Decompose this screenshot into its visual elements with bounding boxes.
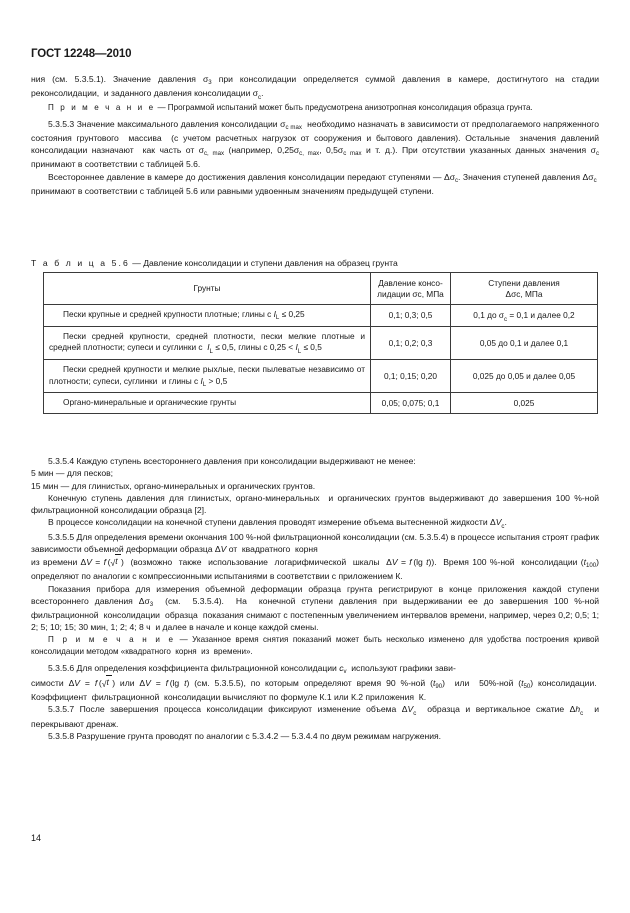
- header-line-1: Давление консо-: [378, 278, 443, 288]
- cell-grounds: Пески средней крупности и мелкие рыхлые, пески пылеватые независимо от плотности; супеси, суглинки и глины с $I_L > 0,5$: [44, 359, 371, 392]
- header-grounds: Грунты: [44, 273, 371, 305]
- content-block-upper: [31, 73, 599, 197]
- clause-5-3-5-3: 5.3.5.3 Значение максимального давления консолидации $\sigma_{c max}$ необходимо назначать в зависимости от предполагаемого напряженного состояния грунтового массива (с учетом расчетных нагрузок от сооружения и бытового давления). Остальные значения давлений консолидации назначают как часть от $\sigma_{c, max}$ (например, $0,25\sigma_{c, max}$, $0,5\sigma_{c max}$ и т. д.). При отсутствии указанных данных значения $\sigma_c$ принимают в соответствии с таблицей 5.6.: [31, 118, 599, 170]
- clause-final-step: Конечную ступень давления для глинистых, органо-минеральных и органических грунтов выдерживают до завершения 100 %-ной фильтрационной консолидации образца [2].: [31, 492, 599, 515]
- clause-pressure-steps: Всестороннее давление в камере до достижения давления консолидации передают ступенями — $\Delta\sigma_c$. Значения ступеней давления $\Delta\sigma_c$ принимают в соответствии с таблицей 5.6 или равными удвоенным значениям предыдущей ступени.: [31, 171, 599, 196]
- content-block-lower: [31, 455, 599, 742]
- duration-sands: 5 мин — для песков;: [31, 468, 113, 479]
- clause-5-3-5-5: 5.3.5.5 Для определения времени окончания 100 %-ной фильтрационной консолидации (см. 5.3.5.4) в процессе испытания строят график зависимости объемной деформации образца ΔV от квадратного корня: [31, 531, 599, 554]
- cell-pressure: 0,1; 0,15; 0,20: [371, 359, 451, 392]
- clause-5-3-5-6: 5.3.5.6 Для определения коэффициента фильтрационной консолидации $c_v$ используют графики зави-: [48, 662, 456, 675]
- note-reading-times: П р и м е ч а н и е — Указанное время снятия показаний может быть несколько изменено для удобства построения кривой консолидации методом «квадратного корня из времени».: [31, 634, 599, 656]
- table-row: [44, 326, 598, 359]
- table-row: [44, 359, 598, 392]
- clause-instrument-readings: Показания прибора для измерения объемной деформации образца грунта регистрируют в конце приложения каждой ступени всестороннего давления $\Delta\sigma_3$ (см. 5.3.5.4). На конечной ступени давления при выдерживании ее до завершения 100 %-ной фильтрационной консолидации образца показания снимают с постепенным увеличением интервалов времени, например, через 0,2; 0,5; 1; 2; 5; 10; 15; 30 мин, 1; 2; 4; 8 ч и далее в начале и конце каждой смены.: [31, 583, 599, 633]
- note-label: П р и м е ч а н и е: [48, 102, 156, 112]
- header-pressure-steps: [451, 273, 598, 305]
- table-header-row: [44, 273, 598, 305]
- clause-number: 5.3.5.4: [48, 456, 75, 466]
- cell-steps: 0,1 до $\sigma_c = 0,1$ и далее 0,2: [451, 305, 598, 327]
- table-caption-label: Т а б л и ц а 5.6: [31, 258, 130, 268]
- header-consolidation-pressure: [371, 273, 451, 305]
- clause-5-3-5-7: 5.3.5.7 После завершения процесса консолидации фиксируют изменение объема $\Delta V_c$ образца и вертикальное сжатие $\Delta h_c$ и перекрывают дренаж.: [31, 704, 599, 729]
- header-line-1: Ступени давления: [488, 278, 560, 288]
- note-anisotropic-consolidation: П р и м е ч а н и е — Программой испытаний может быть предусмотрена анизотропная консолидация образца грунта.: [48, 102, 533, 112]
- cell-grounds: Органо-минеральные и органические грунты: [44, 393, 371, 414]
- paragraph-continuation: ния (см. 5.3.5.1). Значение давления $\sigma_3$ при консолидации определяется суммой давления в камере, достигнутого на стадии реконсолидации, и заданного давления консолидации $\sigma_c$.: [31, 74, 599, 101]
- cell-grounds: Пески средней крупности, средней плотности, пески мелкие плотные и средней плотности; супеси и суглинки с $I_L \le 0,5$, глины с $0,25 < I_L \le 0,5$: [44, 326, 371, 359]
- cell-pressure: 0,1; 0,2; 0,3: [371, 326, 451, 359]
- table-caption: [31, 258, 398, 268]
- table-caption-text: — Давление консолидации и ступени давления на образец грунта: [132, 258, 398, 268]
- cell-pressure: 0,05; 0,075; 0,1: [371, 393, 451, 414]
- duration-clays: 15 мин — для глинистых, органо-минеральных и органических грунтов.: [31, 480, 316, 491]
- page-number: 14: [31, 833, 42, 843]
- clause-5-3-5-8: 5.3.5.8 Разрушение грунта проводят по аналогии с 5.3.4.2 — 5.3.4.4 по двум режимам нагружения.: [48, 730, 442, 741]
- table-5-6: [43, 272, 598, 414]
- cell-steps: 0,025: [451, 393, 598, 414]
- note-label: П р и м е ч а н и е: [48, 634, 176, 644]
- cell-steps: 0,025 до 0,05 и далее 0,05: [451, 359, 598, 392]
- clause-5-3-5-5-formula-line: из времени ΔV = f (√t ) (возможно также использование логарифмической шкалы ΔV = f (lg t)). Время 100 %-ной консолидации $(t_{100})$ определяют по аналогии с компрессионными испытаниями в соответствии с приложением К.: [31, 556, 600, 582]
- clause-number: 5.3.5.5: [48, 531, 75, 542]
- header-line-2: лидации σc, МПа: [377, 288, 444, 299]
- table-row: [44, 393, 598, 414]
- clause-5-3-5-4: [31, 455, 599, 467]
- standard-header: ГОСТ 12248—2010: [31, 48, 132, 60]
- header-line-2: Δσc, МПа: [505, 288, 543, 299]
- clause-5-3-5-6-formula-line: симости ΔV = f (√t ) или ΔV = f (lg t) (см. 5.3.5.5), по которым определяют время 90 %-ной $(t_{90})$ или 50%-ной $(t_{50})$ консолидации. Коэффициент фильтрационной консолидации вычисляют по формуле К.1 или К.2 приложения К.: [31, 676, 599, 703]
- clause-volume-measurement: В процессе консолидации на конечной ступени давления проводят измерение объема вытесненной жидкости $\Delta V_c$.: [48, 517, 507, 530]
- cell-pressure: 0,1; 0,3; 0,5: [371, 305, 451, 327]
- clause-text: Каждую ступень всестороннего давления при консолидации выдерживают не менее:: [76, 456, 416, 466]
- clause-number: 5.3.5.6: [48, 662, 75, 673]
- cell-grounds: Пески крупные и средней крупности плотные; глины с $I_L \le 0,25$: [44, 305, 371, 327]
- cell-steps: 0,05 до 0,1 и далее 0,1: [451, 326, 598, 359]
- table-row: [44, 305, 598, 327]
